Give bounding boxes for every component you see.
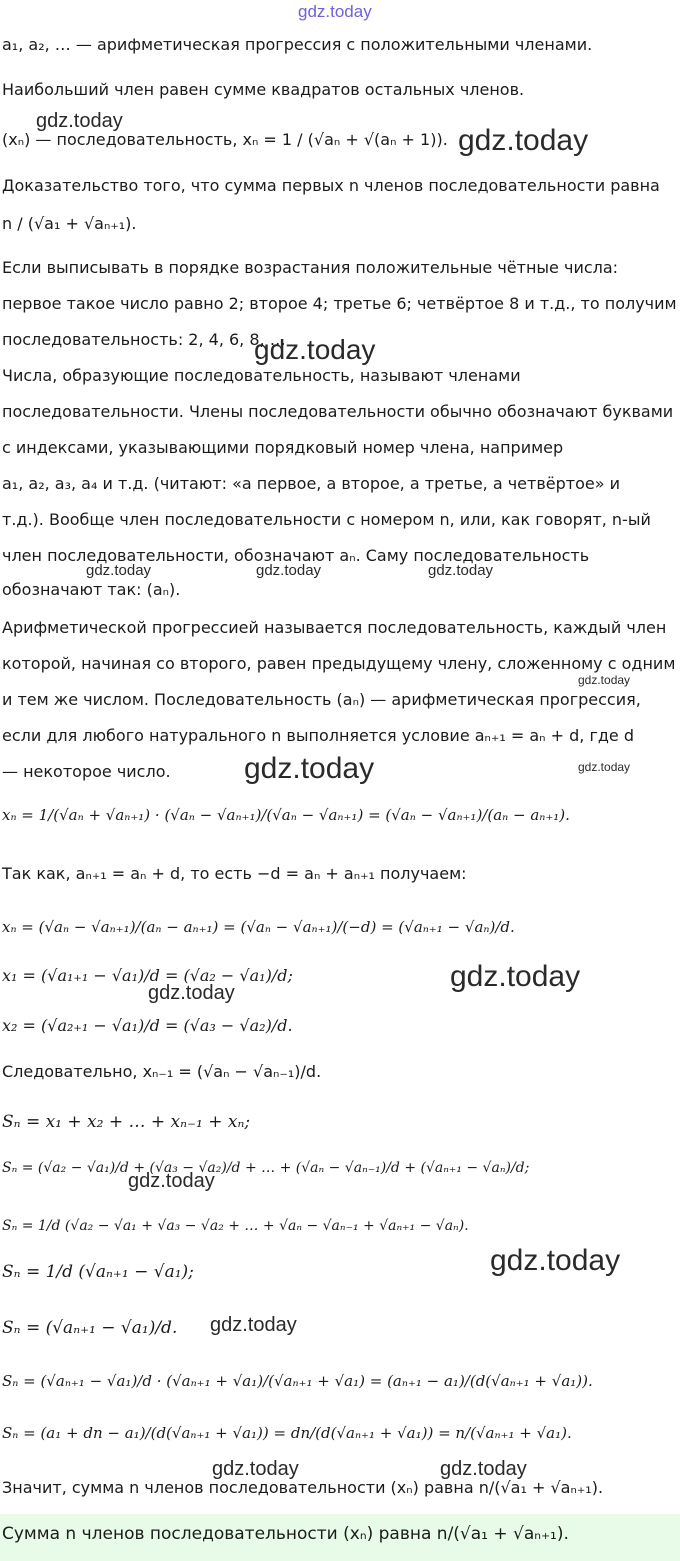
theory-line: первое такое число равно 2; второе 4; третье 6; четвёртое 8 и т.д., то получим bbox=[2, 294, 677, 313]
watermark: gdz.today bbox=[210, 1314, 297, 1336]
problem-line: Наибольший член равен сумме квадратов остальных членов. bbox=[2, 80, 525, 99]
watermark: gdz.today bbox=[428, 562, 494, 579]
equation: Sₙ = x₁ + x₂ + … + xₙ₋₁ + xₙ; bbox=[2, 1112, 251, 1132]
theory-line: последовательности. Члены последовательности обычно обозначают буквами bbox=[2, 402, 674, 421]
watermark: gdz.today bbox=[256, 562, 322, 579]
watermark-top: gdz.today bbox=[298, 2, 372, 21]
equation: Sₙ = (√aₙ₊₁ − √a₁)/d · (√aₙ₊₁ + √a₁)/(√aₙ₊₁ + √a₁) = (aₙ₊₁ − a₁)/(d(√aₙ₊₁ + √a₁)). bbox=[2, 1372, 593, 1390]
theory-line: Если выписывать в порядке возрастания положительные чётные числа: bbox=[2, 258, 619, 277]
theory-line: — некоторое число. bbox=[2, 762, 171, 781]
watermark: gdz.today bbox=[578, 760, 631, 774]
theory-line: a₁, a₂, a₃, a₄ и т.д. (читают: «a первое, a второе, a третье, a четвёртое» и bbox=[2, 474, 620, 493]
theory-line: если для любого натурального n выполняется условие aₙ₊₁ = aₙ + d, где d bbox=[2, 726, 635, 745]
equation: x₁ = (√a₁₊₁ − √a₁)/d = (√a₂ − √a₁)/d; bbox=[2, 966, 293, 985]
theory-line: с индексами, указывающими порядковый номер члена, например bbox=[2, 438, 564, 457]
watermark: gdz.today bbox=[244, 752, 375, 785]
problem-line: Доказательство того, что сумма первых n членов последовательности равна bbox=[2, 176, 660, 195]
watermark: gdz.today bbox=[128, 1170, 215, 1192]
equation: x₂ = (√a₂₊₁ − √a₁)/d = (√a₃ − √a₂)/d. bbox=[2, 1016, 293, 1035]
theory-line: последовательность: 2, 4, 6, 8, … bbox=[2, 330, 286, 349]
watermark: gdz.today bbox=[212, 1458, 299, 1480]
theory-line: Арифметической прогрессией называется последовательность, каждый член bbox=[2, 618, 667, 637]
problem-line: n / (√a₁ + √aₙ₊₁). bbox=[2, 214, 137, 233]
problem-line: (xₙ) — последовательность, xₙ = 1 / (√aₙ + √(aₙ + 1)). bbox=[2, 130, 448, 149]
watermark: gdz.today bbox=[578, 673, 631, 687]
watermark: gdz.today bbox=[458, 124, 589, 157]
watermark: gdz.today bbox=[440, 1458, 527, 1480]
equation: Sₙ = (a₁ + dn − a₁)/(d(√aₙ₊₁ + √a₁)) = dn/(d(√aₙ₊₁ + √a₁)) = n/(√aₙ₊₁ + √a₁). bbox=[2, 1424, 572, 1442]
watermark: gdz.today bbox=[36, 110, 123, 132]
equation: Sₙ = 1/d (√a₂ − √a₁ + √a₃ − √a₂ + … + √aₙ − √aₙ₋₁ + √aₙ₊₁ − √aₙ). bbox=[2, 1218, 469, 1234]
theory-line: Числа, образующие последовательность, называют членами bbox=[2, 366, 521, 385]
theory-line: обозначают так: (aₙ). bbox=[2, 580, 181, 599]
watermark: gdz.today bbox=[148, 982, 235, 1004]
theory-line: которой, начиная со второго, равен предыдущему члену, сложенному с одним bbox=[2, 654, 676, 673]
solution-line: Следовательно, xₙ₋₁ = (√aₙ − √aₙ₋₁)/d. bbox=[2, 1062, 322, 1081]
equation: Sₙ = (√a₂ − √a₁)/d + (√a₃ − √a₂)/d + … + (√aₙ − √aₙ₋₁)/d + (√aₙ₊₁ − √aₙ)/d; bbox=[2, 1160, 530, 1176]
equation: xₙ = 1/(√aₙ + √aₙ₊₁) · (√aₙ − √aₙ₊₁)/(√aₙ − √aₙ₊₁) = (√aₙ − √aₙ₊₁)/(aₙ − aₙ₊₁). bbox=[2, 806, 570, 824]
theory-line: член последовательности, обозначают aₙ. Саму последовательность bbox=[2, 546, 590, 565]
watermark: gdz.today bbox=[450, 960, 581, 993]
equation: Sₙ = (√aₙ₊₁ − √a₁)/d. bbox=[2, 1318, 178, 1338]
solution-line: Значит, сумма n членов последовательности (xₙ) равна n/(√a₁ + √aₙ₊₁). bbox=[2, 1478, 604, 1497]
solution-line: Так как, aₙ₊₁ = aₙ + d, то есть −d = aₙ + aₙ₊₁ получаем: bbox=[2, 864, 467, 883]
theory-line: т.д.). Вообще член последовательности с номером n, или, как говорят, n-ый bbox=[2, 510, 651, 529]
watermark: gdz.today bbox=[490, 1244, 621, 1277]
watermark: gdz.today bbox=[86, 562, 152, 579]
problem-line: a₁, a₂, … — арифметическая прогрессия с положительными членами. bbox=[2, 35, 593, 54]
answer-text: Сумма n членов последовательности (xₙ) равна n/(√a₁ + √aₙ₊₁). bbox=[2, 1524, 569, 1544]
equation: Sₙ = 1/d (√aₙ₊₁ − √a₁); bbox=[2, 1262, 194, 1282]
theory-line: и тем же числом. Последовательность (aₙ) — арифметическая прогрессия, bbox=[2, 690, 641, 709]
equation: xₙ = (√aₙ − √aₙ₊₁)/(aₙ − aₙ₊₁) = (√aₙ − √aₙ₊₁)/(−d) = (√aₙ₊₁ − √aₙ)/d. bbox=[2, 918, 515, 936]
watermark: gdz.today bbox=[254, 334, 376, 365]
